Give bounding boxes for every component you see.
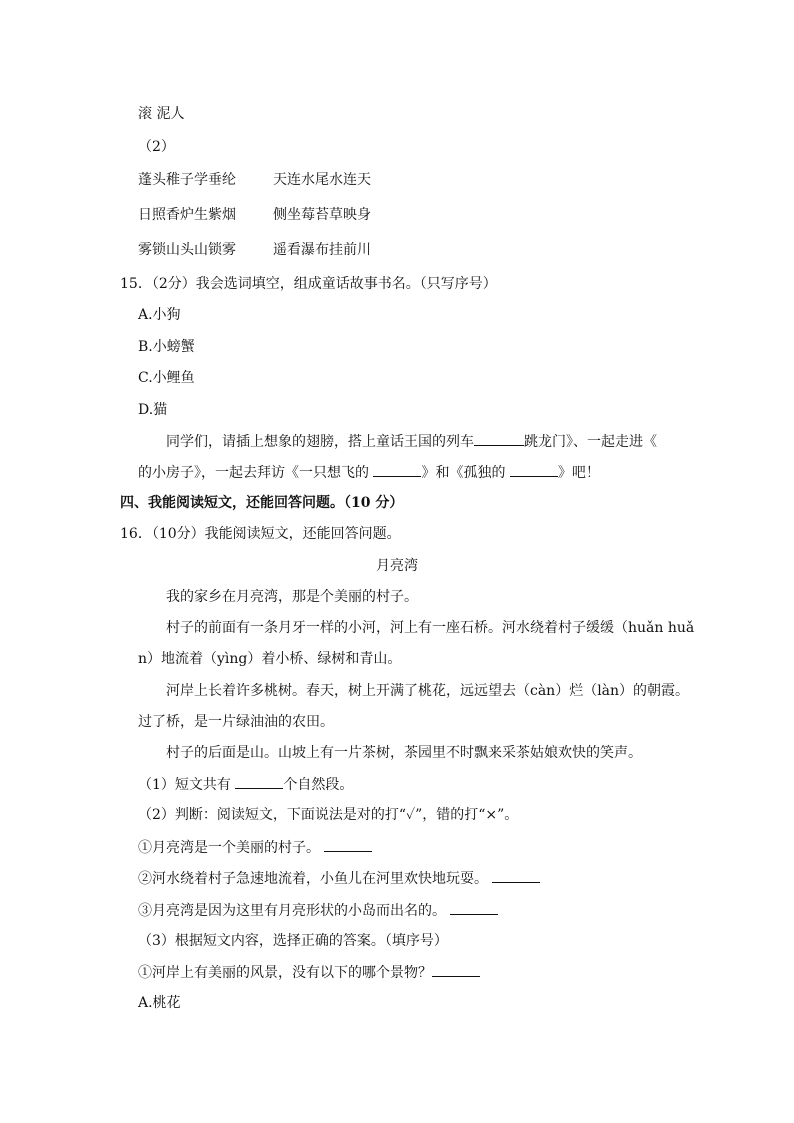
q15-text: 同学们，请插上想象的翅膀，搭上童话王国的列车 [166, 434, 474, 450]
poem-line: 侧坐莓苔草映身 [273, 207, 371, 223]
answer-blank[interactable] [373, 462, 421, 477]
passage-paragraph-3-line2: 过了桥，是一片绿油油的农田。 [138, 714, 334, 730]
choice-option-a: A.桃花 [138, 995, 181, 1011]
judgement-3 [138, 900, 498, 921]
q15-text: 的小房子》，一起去拜访《一只想飞的 [138, 465, 374, 481]
answer-blank[interactable] [235, 774, 283, 789]
option-a: A.小狗 [138, 307, 181, 323]
subquestion-1 [138, 774, 353, 795]
q15-text: 跳龙门》、一起走进《 [524, 434, 657, 450]
passage-paragraph-3-line1: 河岸上长着许多桃树。春天，树上开满了桃花，远远望去（càn）烂（làn）的朝霞。 [166, 683, 690, 699]
option-b: B.小螃蟹 [138, 339, 195, 355]
subquestion-text: （1）短文共有 [138, 777, 236, 793]
answer-blank[interactable] [492, 868, 540, 883]
poem-line: 雾锁山头山锁雾 [138, 242, 236, 258]
passage-paragraph-2-line2: n）地流着（yìng）着小桥、绿树和青山。 [138, 651, 402, 667]
q15-paragraph-line2 [138, 462, 600, 483]
judgement-text: ③月亮湾是因为这里有月亮形状的小岛而出名的。 [138, 903, 451, 919]
answer-blank[interactable] [450, 900, 498, 915]
passage-title: 月亮湾 [376, 558, 418, 574]
answer-blank[interactable] [432, 962, 480, 977]
judgement-1 [138, 837, 372, 858]
question-16-stem: 16．（10分）我能阅读短文，还能回答问题。 [120, 526, 401, 542]
answer-blank[interactable] [474, 431, 524, 446]
subquestion-number: （2） [138, 139, 175, 155]
passage-paragraph-1: 我的家乡在月亮湾，那是个美丽的村子。 [166, 589, 418, 605]
q15-text: 》吧！ [557, 465, 600, 481]
judgement-text: ②河水绕着村子急速地流着，小鱼儿在河里欢快地玩耍。 [138, 871, 493, 887]
q15-text: 》和《孤独的 [421, 465, 510, 481]
passage-paragraph-4: 村子的后面是山。山坡上有一片茶树，茶园里不时飘来采茶姑娘欢快的笑声。 [166, 745, 642, 761]
choice-question-1 [138, 962, 480, 983]
judgement-2 [138, 868, 540, 889]
passage-paragraph-2-line1: 村子的前面有一条月牙一样的小河，河上有一座石桥。河水绕着村子缓缓（huǎn huǎ [166, 620, 695, 636]
answer-blank[interactable] [324, 837, 372, 852]
text-line-gundi: 滚 泥人 [138, 106, 185, 122]
option-c: C.小鲤鱼 [138, 370, 195, 386]
poem-line: 天连水尾水连天 [273, 172, 371, 188]
choice-text: ①河岸上有美丽的风景，没有以下的哪个景物？ [138, 965, 432, 981]
question-15-stem: 15．（2分）我会选词填空，组成童话故事书名。（只写序号） [120, 276, 497, 292]
section-4-heading: 四、我能阅读短文，还能回答问题。（10 分） [120, 495, 404, 511]
poem-line: 蓬头稚子学垂纶 [138, 172, 236, 188]
subquestion-2: （2）判断：阅读短文，下面说法是对的打“✓”，错的打“×”。 [138, 807, 519, 823]
poem-line: 遥看瀑布挂前川 [273, 242, 371, 258]
subquestion-text: 个自然段。 [283, 777, 354, 793]
subquestion-3: （3）根据短文内容，选择正确的答案。（填序号） [138, 933, 448, 949]
q15-paragraph-line1 [166, 431, 657, 452]
answer-blank[interactable] [510, 462, 558, 477]
poem-line: 日照香炉生紫烟 [138, 207, 236, 223]
option-d: D.猫 [138, 402, 168, 418]
judgement-text: ①月亮湾是一个美丽的村子。 [138, 840, 325, 856]
